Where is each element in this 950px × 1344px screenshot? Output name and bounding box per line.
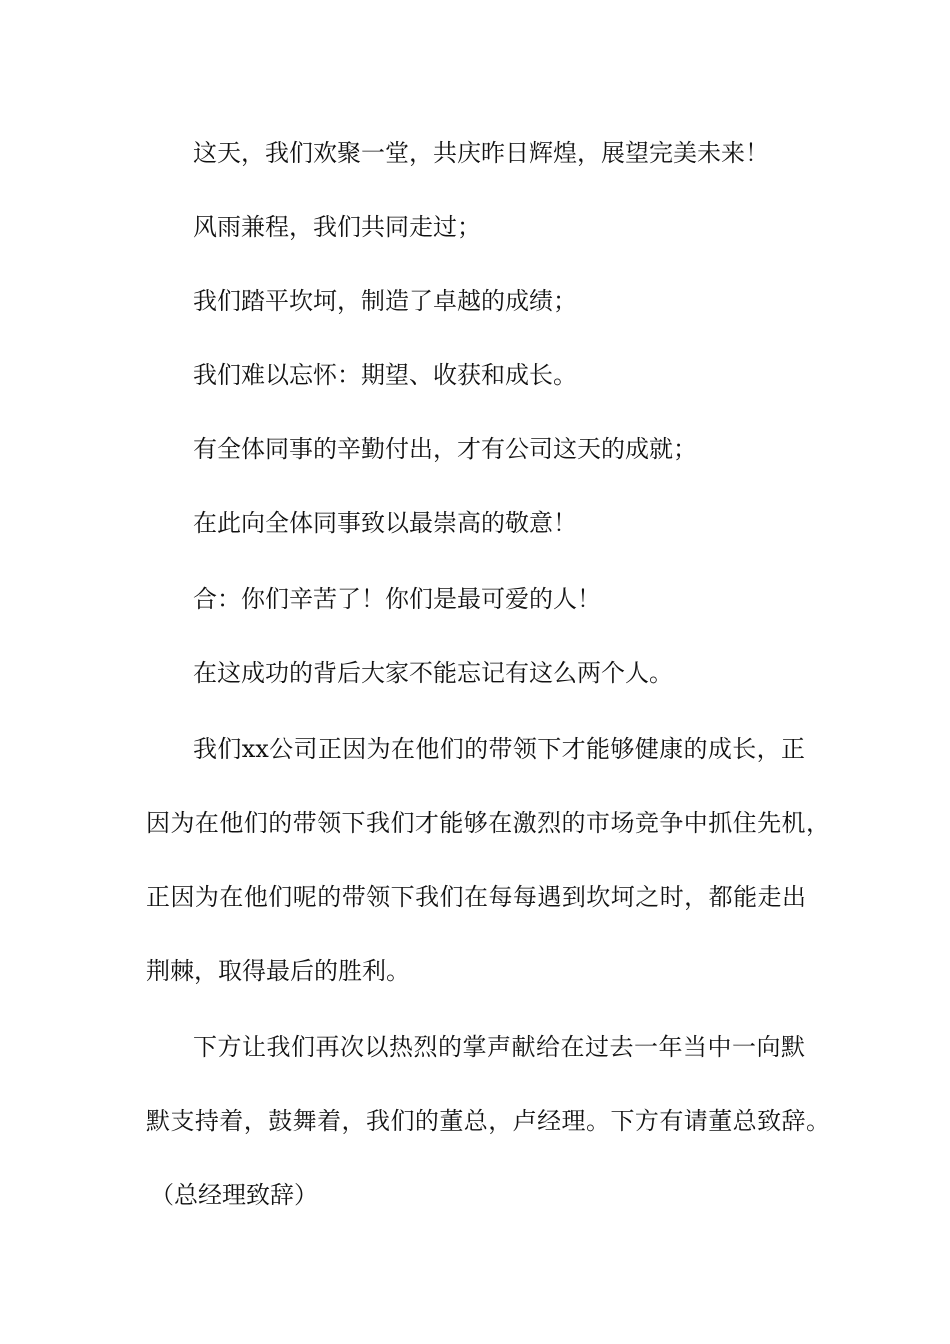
paragraph-line-2: 风雨兼程，我们共同走过；: [193, 213, 481, 241]
paragraph-line-5: 有全体同事的辛勤付出，才有公司这天的成就；: [193, 435, 697, 463]
paragraph-line-13: 下方让我们再次以热烈的掌声献给在过去一年当中一向默: [193, 1033, 805, 1061]
paragraph-line-15: （总经理致辞）: [150, 1181, 318, 1209]
paragraph-line-14: 默支持着，鼓舞着，我们的董总，卢经理。下方有请董总致辞。: [146, 1107, 830, 1135]
paragraph-line-8: 在这成功的背后大家不能忘记有这么两个人。: [193, 659, 673, 687]
paragraph-line-3: 我们踏平坎坷，制造了卓越的成绩；: [193, 287, 577, 315]
paragraph-line-6: 在此向全体同事致以最崇高的敬意！: [193, 509, 577, 537]
paragraph-line-12: 荆棘，取得最后的胜利。: [146, 957, 410, 985]
paragraph-line-1: 这天，我们欢聚一堂，共庆昨日辉煌，展望完美未来！: [193, 139, 769, 167]
paragraph-line-11: 正因为在他们呢的带领下我们在每每遇到坎坷之时，都能走出: [146, 883, 806, 911]
paragraph-line-7: 合：你们辛苦了！你们是最可爱的人！: [193, 585, 601, 613]
paragraph-line-9: 我们xx公司正因为在他们的带领下才能够健康的成长，正: [193, 735, 805, 763]
paragraph-line-10: 因为在他们的带领下我们才能够在激烈的市场竞争中抓住先机，: [146, 809, 830, 837]
paragraph-line-4: 我们难以忘怀：期望、收获和成长。: [193, 361, 577, 389]
